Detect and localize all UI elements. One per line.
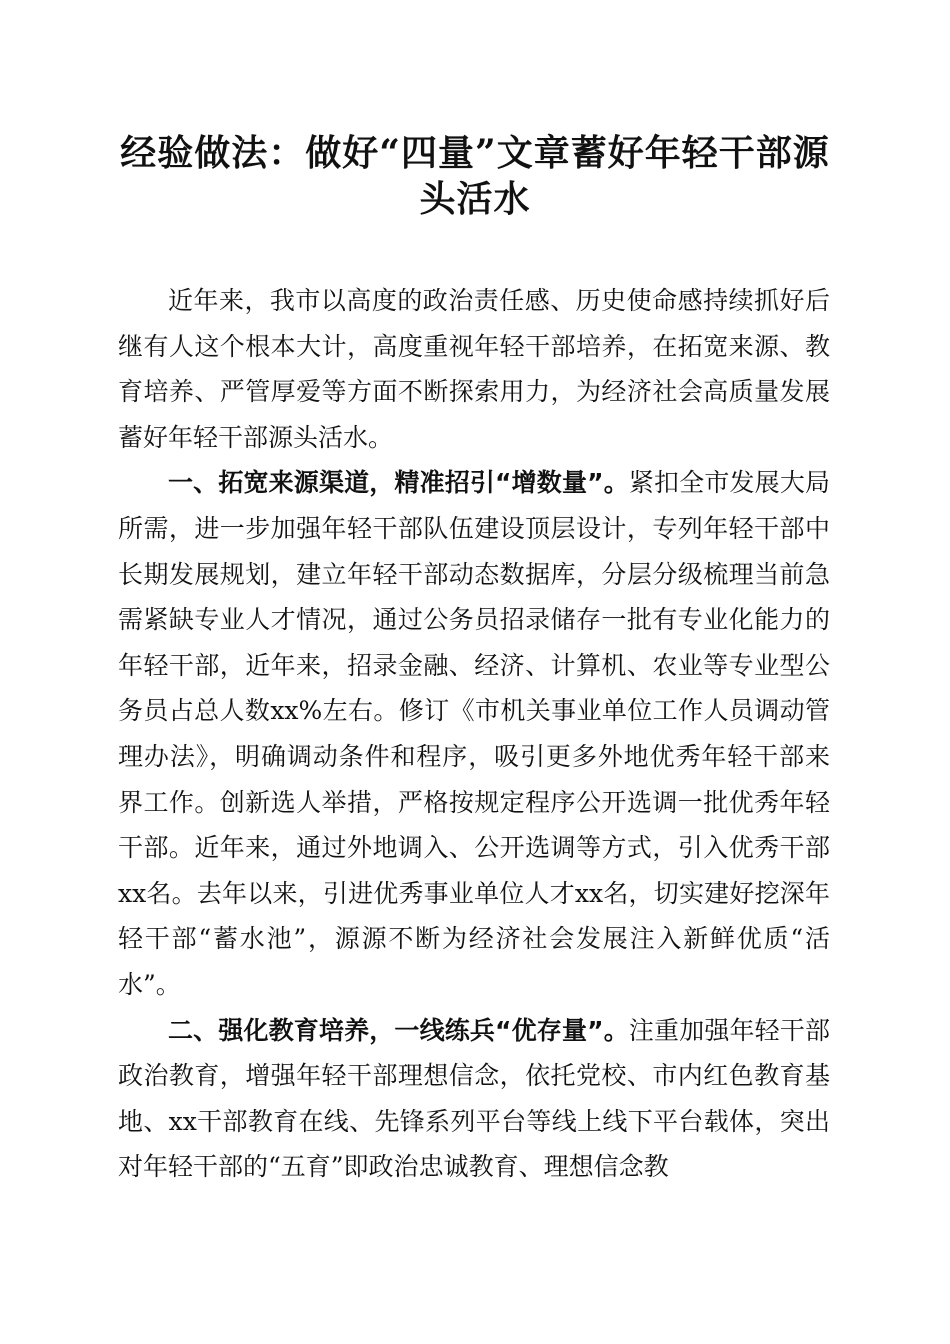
paragraph-section-1	[118, 460, 830, 1007]
document-title: 经验做法：做好“四量”文章蓄好年轻干部源头活水	[120, 132, 830, 220]
paragraph-text: 紧扣全市发展大局所需，进一步加强年轻干部队伍建设顶层设计，专列年轻干部中长期发展规划，建立年轻干部动态数据库，分层分级梳理当前急需紧缺专业人才情况，通过公务员招录储存一批有专业化能力的年轻干部，近年来，招录金融、经济、计算机、农业等专业型公务员占总人数xx%左右。修订《市机关事业单位工作人员调动管理办法》，明确调动条件和程序，吸引更多外地优秀年轻干部来界工作。创新选人举措，严格按规定程序公开选调一批优秀年轻干部。近年来，通过外地调入、公开选调等方式，引入优秀干部xx名。去年以来，引进优秀事业单位人才xx名，切实建好挖深年轻干部“蓄水池”，源源不断为经济社会发展注入新鲜优质“活水”。	[118, 468, 830, 999]
paragraph-intro	[118, 278, 830, 460]
paragraph-text: 近年来，我市以高度的政治责任感、历史使命感持续抓好后继有人这个根本大计，高度重视年轻干部培养，在拓宽来源、教育培养、严管厚爱等方面不断探索用力，为经济社会高质量发展蓄好年轻干部源头活水。	[118, 286, 830, 452]
document-body	[118, 278, 830, 1190]
section-heading: 二、强化教育培养，一线练兵“优存量”。	[168, 1015, 629, 1045]
paragraph-section-2	[118, 1008, 830, 1190]
section-heading: 一、拓宽来源渠道，精准招引“增数量”。	[168, 468, 629, 498]
paragraph-text: 注重加强年轻干部政治教育，增强年轻干部理想信念，依托党校、市内红色教育基地、xx干部教育在线、先锋系列平台等线上线下平台载体，突出对年轻干部的“五育”即政治忠诚教育、理想信念教	[118, 1015, 830, 1182]
